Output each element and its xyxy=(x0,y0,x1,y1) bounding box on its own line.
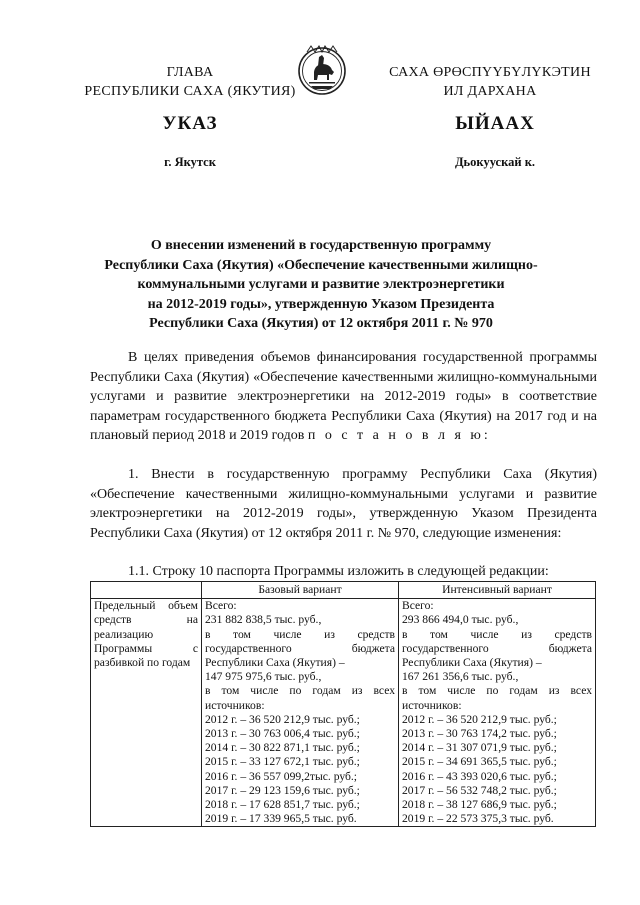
intensive-year-2017: 2017 г. – 56 532 748,2 тыс. руб.; xyxy=(402,783,557,797)
right-header xyxy=(375,63,605,101)
coat-of-arms-emblem xyxy=(297,42,347,100)
base-year-2015: 2015 г. – 33 127 672,1 тыс. руб.; xyxy=(205,755,360,769)
right-city: Дьокуускай к. xyxy=(454,155,536,169)
title-line: коммунальными услугами и развитие электроэнергетики xyxy=(137,277,505,292)
base-total-label: Всего: xyxy=(205,599,237,613)
base-year-2018: 2018 г. – 17 628 851,7 тыс. руб.; xyxy=(205,798,360,812)
right-doc-type: ЫЙААХ xyxy=(455,113,535,134)
intensive-year-2014: 2014 г. – 31 307 071,9 тыс. руб.; xyxy=(402,741,557,755)
left-header-line1: ГЛАВА xyxy=(166,65,214,80)
preamble-paragraph xyxy=(90,348,597,446)
intensive-year-2018: 2018 г. – 38 127 686,9 тыс. руб.; xyxy=(402,798,557,812)
left-header-line2: РЕСПУБЛИКИ САХА (ЯКУТИЯ) xyxy=(84,84,296,99)
title-line: О внесении изменений в государственную программу xyxy=(150,238,492,253)
base-variant-cell xyxy=(202,599,399,827)
intensive-total-label: Всего: xyxy=(402,599,434,613)
base-by-years-text: в том числе по годам из всех источников: xyxy=(205,684,395,712)
base-year-2013: 2013 г. – 30 763 006,4 тыс. руб.; xyxy=(205,727,360,741)
intensive-year-2016: 2016 г. – 43 393 020,6 тыс. руб.; xyxy=(402,769,557,783)
document-title xyxy=(90,236,552,334)
intensive-year-2012: 2012 г. – 36 520 212,9 тыс. руб.; xyxy=(402,712,557,726)
table-header-empty xyxy=(91,582,202,599)
intensive-year-2013: 2013 г. – 30 763 174,2 тыс. руб.; xyxy=(402,727,557,741)
base-budget: 147 975 975,6 тыс. руб., xyxy=(205,670,322,684)
row-label-cell xyxy=(91,599,202,827)
preamble-text: В целях приведения объемов финансирования государственной программы Республики Саха (Якутия) «Обеспечение качественными жилищно-коммунальными услугами и развитие электроэнергетики на 2012-2019 годы» в соответствие параметрам государственного бюджета Республики Саха (Якутия) на 2017 год и на плановый период 2018 и 2019 годов xyxy=(90,350,597,443)
title-line: Республики Саха (Якутия) «Обеспечение качественными жилищно- xyxy=(104,257,538,273)
table-row xyxy=(91,599,596,827)
item-1-text: 1. Внести в государственную программу Республики Саха (Якутия) «Обеспечение качественными жилищно-коммунальными услугами и развитие электроэнергетики на 2012-2019 годы», утвержденную Указом Президента Республики Саха (Якутия) от 12 октября 2011 г. № 970, следующие изменения: xyxy=(90,467,597,541)
title-line: на 2012-2019 годы», утвержденную Указом Президента xyxy=(147,296,495,312)
intensive-incl-text: в том числе из средств государственного бюджета Республики Саха (Якутия) – xyxy=(402,627,592,670)
base-incl-text: в том числе из средств государственного бюджета Республики Саха (Якутия) – xyxy=(205,627,395,670)
item-1-1-text: 1.1. Строку 10 паспорта Программы изложить в следующей редакции: xyxy=(128,564,549,579)
title-line: Республики Саха (Якутия) от 12 октября 2011 г. № 970 xyxy=(149,316,493,331)
table-header-base: Базовый вариант xyxy=(202,582,399,599)
row-label-text: Предельный объем средств на реализацию Программы с разбивкой по годам xyxy=(94,599,198,670)
passport-table xyxy=(90,581,596,827)
intensive-variant-cell xyxy=(399,599,596,827)
left-header xyxy=(60,63,320,101)
base-year-2019: 2019 г. – 17 339 965,5 тыс. руб. xyxy=(205,812,357,826)
intensive-year-2015: 2015 г. – 34 691 365,5 тыс. руб.; xyxy=(402,755,557,769)
base-year-2016: 2016 г. – 36 557 099,2тыс. руб.; xyxy=(205,769,357,783)
item-1-paragraph xyxy=(90,465,597,543)
base-year-2017: 2017 г. – 29 123 159,6 тыс. руб.; xyxy=(205,783,360,797)
table-header-intensive: Интенсивный вариант xyxy=(399,582,596,599)
base-year-2012: 2012 г. – 36 520 212,9 тыс. руб.; xyxy=(205,712,360,726)
base-year-2014: 2014 г. – 30 822 871,1 тыс. руб.; xyxy=(205,741,360,755)
left-city: г. Якутск xyxy=(164,155,216,169)
right-header-line2: ИЛ ДАРХАНА xyxy=(443,84,537,99)
intensive-year-2019: 2019 г. – 22 573 375,3 тыс. руб. xyxy=(402,812,554,826)
intensive-by-years-text: в том числе по годам из всех источников: xyxy=(402,684,592,712)
item-1-1-paragraph xyxy=(90,562,597,582)
decree-word: п о с т а н о в л я ю: xyxy=(307,428,491,443)
intensive-total: 293 866 494,0 тыс. руб., xyxy=(402,613,519,627)
intensive-budget: 167 261 356,6 тыс. руб., xyxy=(402,670,519,684)
table-header-row xyxy=(91,582,596,599)
left-doc-type: УКАЗ xyxy=(162,113,218,134)
right-header-line1: САХА ӨРӨСПҮҮБҮЛҮКЭТИН xyxy=(389,65,591,80)
base-total: 231 882 838,5 тыс. руб., xyxy=(205,613,322,627)
